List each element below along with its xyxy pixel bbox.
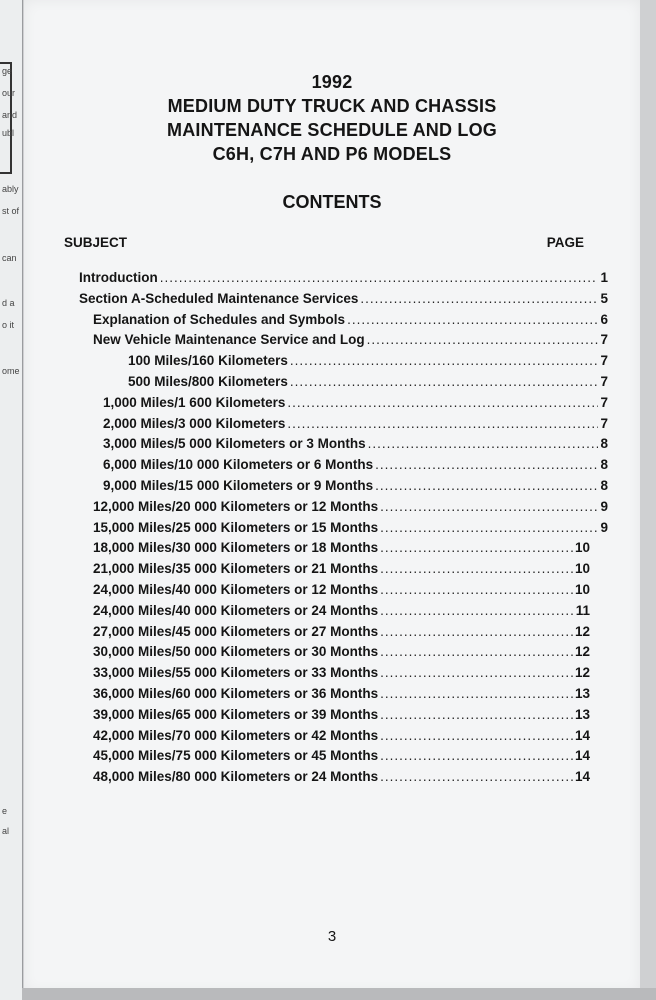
toc-entry-page: 10 — [574, 540, 590, 556]
toc-entry-label: 3,000 Miles/5 000 Kilometers or 3 Months — [103, 436, 366, 452]
toc-dot-leader — [380, 686, 573, 701]
toc-dot-leader — [160, 270, 599, 285]
toc-entry-page: 12 — [574, 644, 590, 660]
subject-column-header: SUBJECT — [64, 235, 128, 250]
toc-entry-page: 13 — [574, 686, 590, 701]
facing-page-text: d a — [2, 298, 15, 308]
toc-dot-leader — [380, 665, 573, 680]
toc-dot-leader — [347, 312, 598, 327]
facing-page-text: ably — [2, 184, 19, 194]
toc-entry-page: 8 — [600, 478, 608, 493]
facing-page-text: st of — [2, 206, 20, 216]
toc-dot-leader — [380, 748, 573, 763]
toc-dot-leader — [380, 499, 598, 514]
toc-dot-leader — [368, 436, 599, 451]
toc-dot-leader — [290, 374, 599, 389]
toc-entry — [93, 769, 590, 789]
toc-entry — [103, 395, 608, 415]
toc-entry-label: 39,000 Miles/65 000 Kilometers or 39 Months — [93, 706, 379, 722]
toc-dot-leader — [380, 728, 573, 743]
facing-page-text: e — [2, 806, 8, 816]
toc-entry-label: 24,000 Miles/40 000 Kilometers or 12 Months — [93, 582, 379, 597]
toc-entry — [93, 499, 608, 519]
toc-entry-label: 21,000 Miles/35 000 Kilometers or 21 Months — [93, 561, 379, 577]
toc-entry-label: 45,000 Miles/75 000 Kilometers or 45 Months — [93, 748, 379, 764]
toc-entry — [93, 312, 608, 332]
facing-page-text: o it — [2, 320, 15, 330]
toc-entry-page: 14 — [574, 769, 590, 785]
facing-page-text: ome — [2, 366, 20, 376]
toc-entry-label: 6,000 Miles/10 000 Kilometers or 6 Months — [103, 457, 374, 473]
toc-dot-leader — [380, 769, 573, 784]
facing-page-text: ubl — [2, 128, 15, 138]
toc-dot-leader — [380, 561, 573, 576]
toc-dot-leader — [380, 582, 573, 597]
toc-entry-page: 1 — [600, 270, 608, 285]
toc-entry-label: 36,000 Miles/60 000 Kilometers or 36 Months — [93, 686, 379, 701]
toc-entry — [103, 478, 608, 498]
toc-dot-leader — [367, 332, 599, 347]
toc-dot-leader — [380, 520, 598, 535]
toc-dot-leader — [380, 540, 573, 555]
toc-entry-page: 9 — [600, 498, 608, 514]
document-title-line-2: MAINTENANCE SCHEDULE AND LOG — [167, 120, 497, 140]
toc-entry-page: 10 — [574, 561, 590, 577]
toc-entry-label: Section A-Scheduled Maintenance Services — [79, 290, 359, 306]
toc-entry-page: 7 — [600, 415, 608, 431]
toc-entry-label: Introduction — [79, 270, 158, 285]
toc-entry — [93, 520, 608, 540]
toc-entry-label: 9,000 Miles/15 000 Kilometers or 9 Months — [103, 478, 374, 493]
toc-dot-leader — [380, 707, 573, 722]
toc-entry-label: 27,000 Miles/45 000 Kilometers or 27 Months — [93, 623, 379, 639]
toc-entry-label: 48,000 Miles/80 000 Kilometers or 24 Months — [93, 769, 379, 785]
toc-entry — [103, 457, 608, 477]
toc-dot-leader — [380, 603, 574, 618]
toc-entry-label: 1,000 Miles/1 600 Kilometers — [103, 394, 286, 410]
toc-entry-page: 7 — [600, 332, 608, 348]
toc-entry — [93, 644, 590, 664]
toc-entry-label: Explanation of Schedules and Symbols — [93, 311, 346, 327]
toc-entry — [93, 582, 590, 602]
toc-dot-leader — [287, 395, 598, 410]
toc-entry-label: 24,000 Miles/40 000 Kilometers or 24 Months — [93, 602, 379, 618]
toc-entry-page: 7 — [600, 353, 608, 369]
toc-entry — [79, 291, 608, 311]
toc-entry — [93, 686, 590, 706]
document-title-line-3: C6H, C7H AND P6 MODELS — [212, 144, 452, 164]
facing-page-edge — [0, 0, 23, 1000]
document-page — [24, 0, 640, 992]
page-number: 3 — [327, 928, 337, 945]
toc-entry — [93, 603, 590, 623]
toc-entry-page: 14 — [574, 727, 590, 743]
toc-entry-label: 42,000 Miles/70 000 Kilometers or 42 Months — [93, 727, 379, 743]
toc-dot-leader — [375, 457, 598, 472]
toc-entry-page: 5 — [600, 290, 608, 306]
toc-entry — [93, 540, 590, 560]
toc-entry-page: 9 — [600, 519, 608, 535]
toc-entry-page: 8 — [600, 457, 608, 473]
toc-dot-leader — [375, 478, 598, 493]
contents-heading: CONTENTS — [282, 192, 382, 212]
toc-entry-label: 33,000 Miles/55 000 Kilometers or 33 Months — [93, 665, 379, 681]
document-title-line-1: MEDIUM DUTY TRUCK AND CHASSIS — [167, 96, 497, 116]
facing-page-text: ge — [2, 66, 13, 76]
toc-entry — [93, 707, 590, 727]
toc-entry-page: 11 — [575, 602, 590, 618]
page-column-header: PAGE — [546, 235, 584, 250]
toc-dot-leader — [287, 416, 598, 431]
toc-entry — [128, 353, 608, 373]
toc-entry-page: 7 — [600, 394, 608, 410]
toc-entry — [93, 748, 590, 768]
toc-entry-page: 12 — [574, 623, 590, 639]
toc-entry — [93, 561, 590, 581]
toc-entry-page: 13 — [574, 706, 590, 722]
toc-entry — [93, 665, 590, 685]
toc-entry-label: 12,000 Miles/20 000 Kilometers or 12 Months — [93, 498, 379, 514]
facing-page-text: can — [2, 253, 17, 263]
page-shadow — [22, 988, 656, 1000]
toc-entry-label: 15,000 Miles/25 000 Kilometers or 15 Months — [93, 519, 379, 535]
toc-entry — [103, 436, 608, 456]
document-year: 1992 — [311, 72, 353, 92]
toc-entry-label: 100 Miles/160 Kilometers — [128, 353, 288, 369]
toc-entry-label: 2,000 Miles/3 000 Kilometers — [103, 415, 286, 431]
toc-entry-page: 14 — [574, 748, 590, 764]
toc-entry-page: 6 — [600, 311, 608, 327]
toc-entry-label: New Vehicle Maintenance Service and Log — [93, 332, 365, 348]
toc-entry-page: 10 — [574, 582, 590, 597]
toc-entry-page: 12 — [574, 665, 590, 681]
toc-dot-leader — [380, 624, 573, 639]
toc-entry-label: 18,000 Miles/30 000 Kilometers or 18 Months — [93, 540, 379, 556]
toc-entry — [128, 374, 608, 394]
toc-entry — [93, 728, 590, 748]
toc-entry-label: 30,000 Miles/50 000 Kilometers or 30 Months — [93, 644, 379, 660]
facing-page-text: and — [2, 110, 18, 120]
toc-dot-leader — [380, 644, 573, 659]
facing-page-text: al — [2, 826, 10, 836]
toc-entry — [93, 624, 590, 644]
toc-entry-page: 7 — [600, 374, 608, 389]
toc-entry-label: 500 Miles/800 Kilometers — [128, 374, 288, 389]
toc-entry — [93, 332, 608, 352]
toc-entry — [103, 416, 608, 436]
toc-dot-leader — [360, 291, 598, 306]
toc-entry-page: 8 — [600, 436, 608, 452]
toc-dot-leader — [290, 353, 599, 368]
facing-page-text: our — [2, 88, 16, 98]
toc-entry — [79, 270, 608, 290]
